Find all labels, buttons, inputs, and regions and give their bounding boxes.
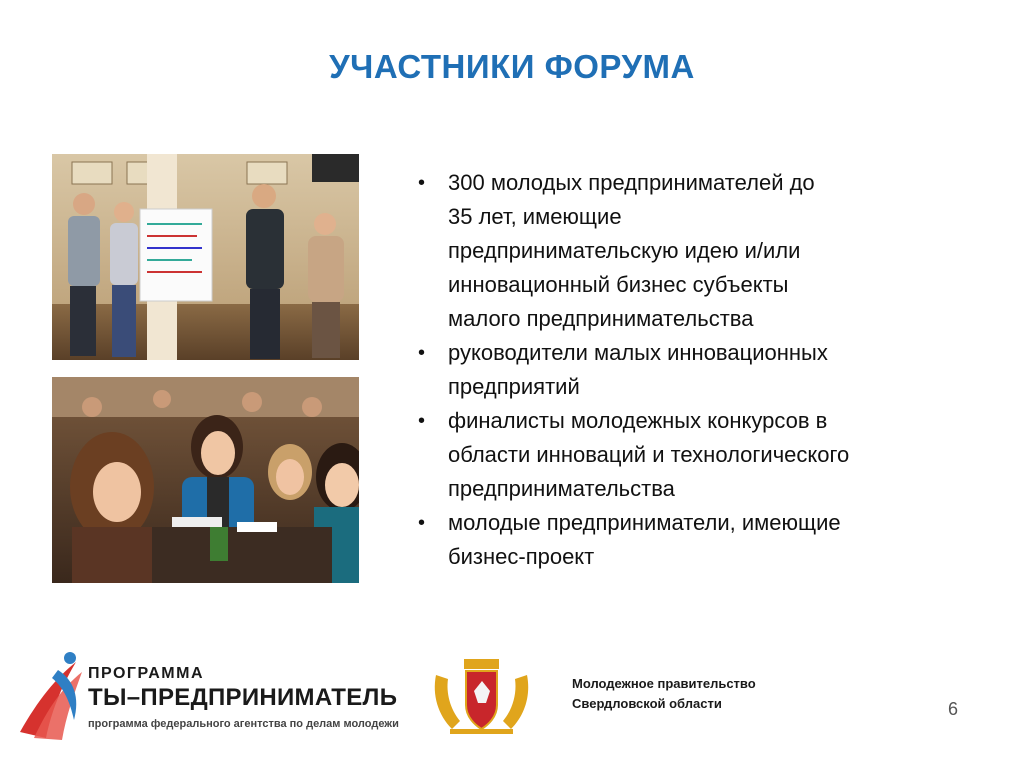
list-item-line: финалисты молодежных конкурсов в (448, 408, 828, 433)
logo-program-name: ТЫ–ПРЕДПРИНИМАТЕЛЬ (88, 684, 398, 711)
photo-participants-audience (52, 377, 359, 583)
bullet-dot: • (418, 342, 426, 364)
organization-name-line: Свердловской области (572, 696, 722, 711)
list-item (418, 404, 938, 506)
logo-program-subtitle: программа федерального агентства по делам молодежи (88, 718, 399, 730)
list-item-line: 35 лет, имеющие (448, 204, 622, 229)
photo-participants-presenting (52, 154, 359, 360)
slide-title: УЧАСТНИКИ ФОРУМА (329, 48, 695, 85)
list-item (418, 336, 938, 404)
list-item-line: области инноваций и технологического (448, 442, 850, 467)
page-number: 6 (948, 699, 959, 719)
bullet-dot: • (418, 512, 426, 534)
bullet-dot: • (418, 172, 426, 194)
coat-of-arms-icon (430, 655, 533, 735)
list-item (418, 506, 938, 574)
organization-name (572, 674, 756, 714)
list-item-line: молодые предприниматели, имеющие (448, 510, 841, 535)
list-item-line: руководители малых инновационных (448, 340, 828, 365)
list-item-line: предприятий (448, 374, 580, 399)
logo-program-label: ПРОГРАММА (88, 665, 205, 682)
list-item-line: бизнес-проект (448, 544, 595, 569)
list-item-line: предпринимательства (448, 476, 675, 501)
organization-name-line: Молодежное правительство (572, 676, 756, 691)
bullet-dot: • (418, 410, 426, 432)
list-item-line: малого предпринимательства (448, 306, 754, 331)
list-item-line: 300 молодых предпринимателей до (448, 170, 815, 195)
list-item-line: предпринимательскую идею и/или (448, 238, 801, 263)
participants-list (418, 166, 938, 574)
list-item (418, 166, 938, 336)
list-item-line: инновационный бизнес субъекты (448, 272, 789, 297)
